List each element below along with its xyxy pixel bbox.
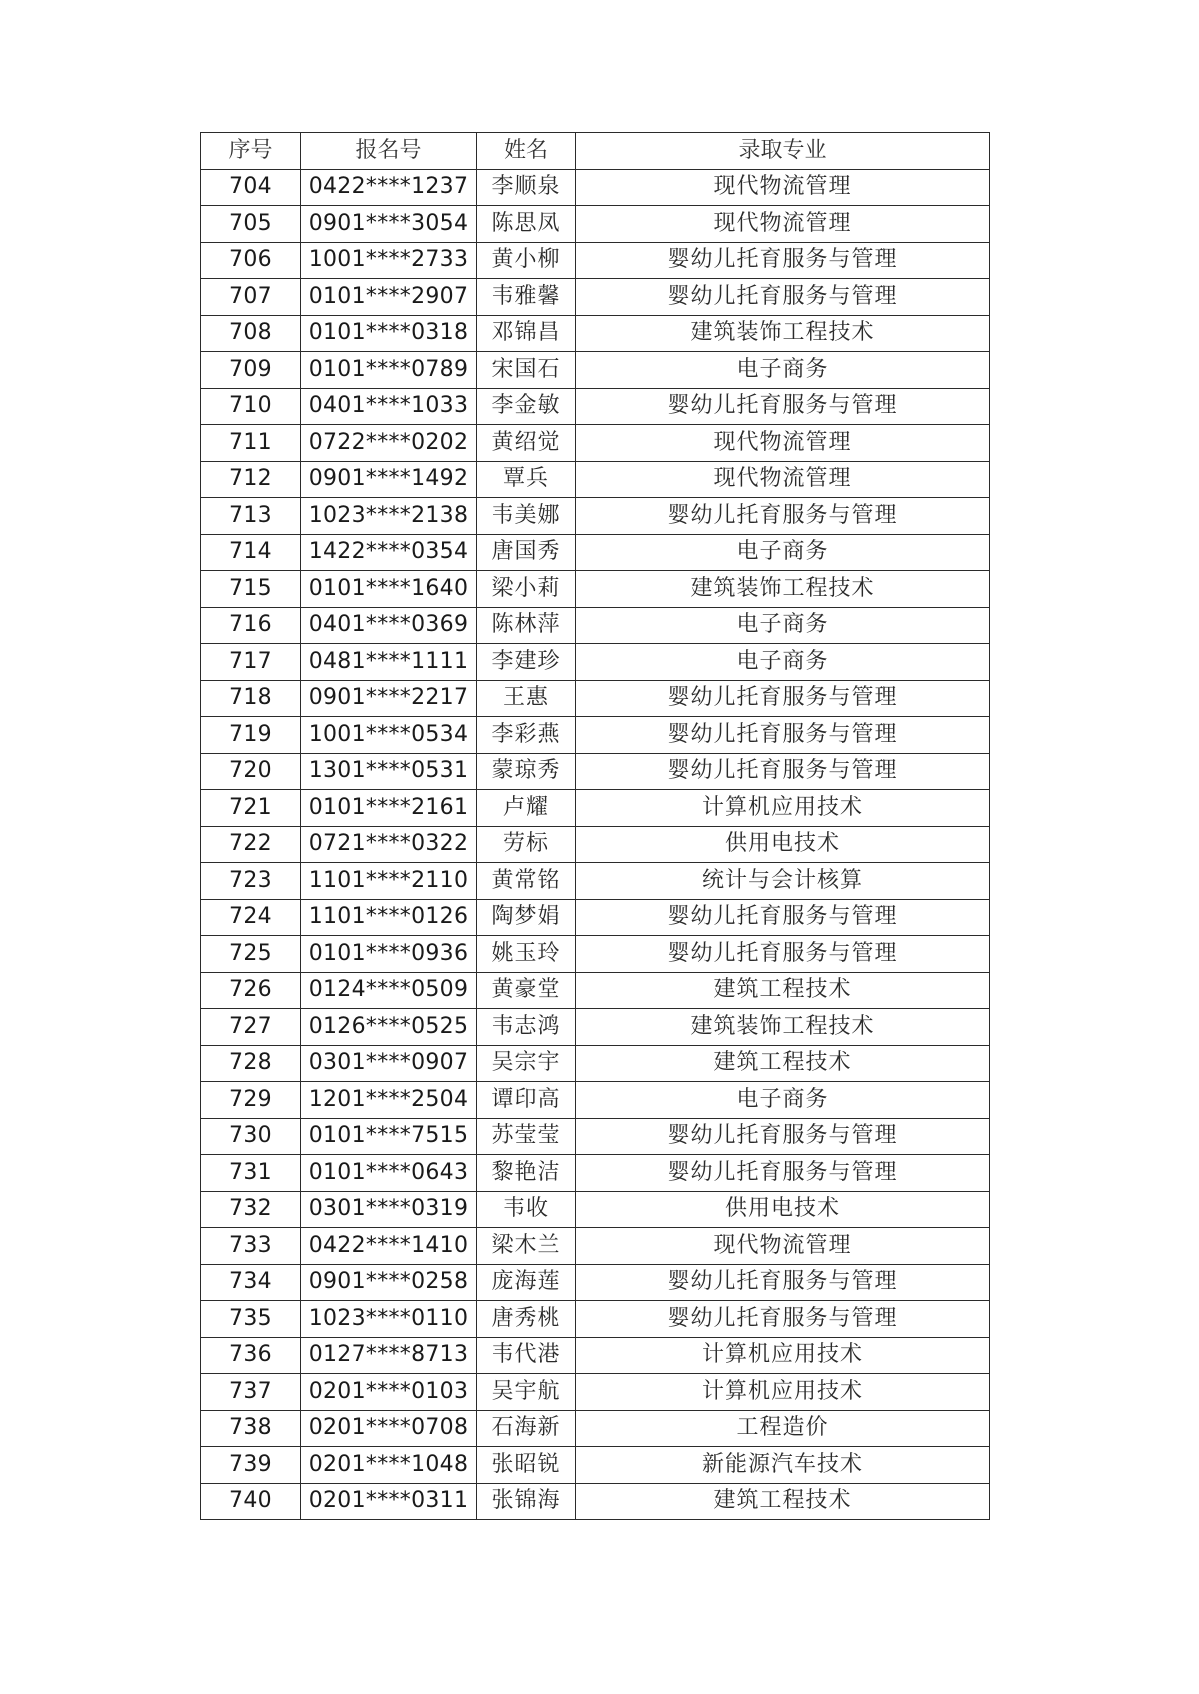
- cell-registration-number: 0721****0322: [301, 826, 477, 863]
- cell-index: 734: [201, 1264, 301, 1301]
- cell-registration-number: 1301****0531: [301, 753, 477, 790]
- table-row: [201, 206, 990, 243]
- cell-major: 建筑工程技术: [576, 972, 990, 1009]
- cell-major: 现代物流管理: [576, 1228, 990, 1265]
- cell-major: 婴幼儿托育服务与管理: [576, 936, 990, 973]
- cell-index: 717: [201, 644, 301, 681]
- cell-registration-number: 0101****0789: [301, 352, 477, 389]
- cell-index: 731: [201, 1155, 301, 1192]
- cell-name: 韦收: [477, 1191, 576, 1228]
- cell-name: 张昭锐: [477, 1447, 576, 1484]
- cell-registration-number: 0481****1111: [301, 644, 477, 681]
- cell-major: 供用电技术: [576, 826, 990, 863]
- cell-registration-number: 0401****0369: [301, 607, 477, 644]
- table-row: [201, 790, 990, 827]
- cell-major: 电子商务: [576, 1082, 990, 1119]
- table-row: [201, 717, 990, 754]
- table-row: [201, 1009, 990, 1046]
- cell-registration-number: 1101****2110: [301, 863, 477, 900]
- cell-name: 唐国秀: [477, 534, 576, 571]
- cell-registration-number: 0901****2217: [301, 680, 477, 717]
- table-row: [201, 1264, 990, 1301]
- table-body: [201, 169, 990, 1520]
- cell-registration-number: 0127****8713: [301, 1337, 477, 1374]
- cell-index: 738: [201, 1410, 301, 1447]
- table-row: [201, 753, 990, 790]
- table-row: [201, 1483, 990, 1520]
- cell-name: 李彩燕: [477, 717, 576, 754]
- cell-index: 722: [201, 826, 301, 863]
- cell-index: 727: [201, 1009, 301, 1046]
- table-row: [201, 461, 990, 498]
- cell-index: 706: [201, 242, 301, 279]
- cell-index: 736: [201, 1337, 301, 1374]
- cell-major: 建筑装饰工程技术: [576, 315, 990, 352]
- cell-registration-number: 0101****2907: [301, 279, 477, 316]
- cell-major: 婴幼儿托育服务与管理: [576, 1301, 990, 1338]
- cell-registration-number: 0101****0936: [301, 936, 477, 973]
- cell-name: 谭印高: [477, 1082, 576, 1119]
- cell-registration-number: 0301****0907: [301, 1045, 477, 1082]
- cell-index: 715: [201, 571, 301, 608]
- cell-registration-number: 0201****0708: [301, 1410, 477, 1447]
- cell-name: 韦代港: [477, 1337, 576, 1374]
- cell-index: 718: [201, 680, 301, 717]
- cell-index: 708: [201, 315, 301, 352]
- cell-major: 统计与会计核算: [576, 863, 990, 900]
- cell-registration-number: 0101****0318: [301, 315, 477, 352]
- table-row: [201, 1082, 990, 1119]
- table-row: [201, 1410, 990, 1447]
- cell-name: 唐秀桃: [477, 1301, 576, 1338]
- cell-major: 供用电技术: [576, 1191, 990, 1228]
- cell-major: 电子商务: [576, 352, 990, 389]
- cell-name: 劳标: [477, 826, 576, 863]
- cell-name: 覃兵: [477, 461, 576, 498]
- cell-major: 计算机应用技术: [576, 1374, 990, 1411]
- cell-major: 婴幼儿托育服务与管理: [576, 1264, 990, 1301]
- cell-index: 739: [201, 1447, 301, 1484]
- cell-index: 705: [201, 206, 301, 243]
- cell-index: 729: [201, 1082, 301, 1119]
- cell-name: 韦志鸿: [477, 1009, 576, 1046]
- cell-index: 710: [201, 388, 301, 425]
- cell-name: 韦雅馨: [477, 279, 576, 316]
- cell-index: 712: [201, 461, 301, 498]
- table-row: [201, 352, 990, 389]
- header-name: 姓名: [477, 133, 576, 170]
- cell-name: 陶梦娟: [477, 899, 576, 936]
- cell-major: 婴幼儿托育服务与管理: [576, 680, 990, 717]
- cell-name: 吴宗宇: [477, 1045, 576, 1082]
- cell-name: 黄绍觉: [477, 425, 576, 462]
- cell-major: 婴幼儿托育服务与管理: [576, 388, 990, 425]
- table-row: [201, 534, 990, 571]
- cell-index: 732: [201, 1191, 301, 1228]
- table-row: [201, 1155, 990, 1192]
- cell-name: 张锦海: [477, 1483, 576, 1520]
- cell-registration-number: 1023****2138: [301, 498, 477, 535]
- cell-major: 建筑工程技术: [576, 1483, 990, 1520]
- cell-registration-number: 1422****0354: [301, 534, 477, 571]
- table-row: [201, 1118, 990, 1155]
- cell-registration-number: 0301****0319: [301, 1191, 477, 1228]
- cell-index: 725: [201, 936, 301, 973]
- cell-registration-number: 0901****0258: [301, 1264, 477, 1301]
- cell-registration-number: 0124****0509: [301, 972, 477, 1009]
- cell-registration-number: 0422****1410: [301, 1228, 477, 1265]
- cell-index: 716: [201, 607, 301, 644]
- cell-index: 735: [201, 1301, 301, 1338]
- table-row: [201, 242, 990, 279]
- table-row: [201, 1228, 990, 1265]
- cell-registration-number: 0201****0103: [301, 1374, 477, 1411]
- cell-name: 梁小莉: [477, 571, 576, 608]
- cell-name: 宋国石: [477, 352, 576, 389]
- cell-major: 婴幼儿托育服务与管理: [576, 717, 990, 754]
- cell-registration-number: 1001****2733: [301, 242, 477, 279]
- table-row: [201, 1374, 990, 1411]
- cell-major: 建筑工程技术: [576, 1045, 990, 1082]
- cell-name: 陈林萍: [477, 607, 576, 644]
- cell-name: 王惠: [477, 680, 576, 717]
- table-row: [201, 644, 990, 681]
- cell-name: 苏莹莹: [477, 1118, 576, 1155]
- table-row: [201, 388, 990, 425]
- cell-name: 黎艳洁: [477, 1155, 576, 1192]
- cell-name: 蒙琼秀: [477, 753, 576, 790]
- cell-index: 728: [201, 1045, 301, 1082]
- cell-major: 建筑装饰工程技术: [576, 1009, 990, 1046]
- cell-index: 723: [201, 863, 301, 900]
- cell-registration-number: 0401****1033: [301, 388, 477, 425]
- cell-major: 婴幼儿托育服务与管理: [576, 899, 990, 936]
- header-index: 序号: [201, 133, 301, 170]
- table-row: [201, 315, 990, 352]
- admission-table: [200, 132, 990, 1520]
- cell-name: 梁木兰: [477, 1228, 576, 1265]
- cell-index: 740: [201, 1483, 301, 1520]
- cell-major: 现代物流管理: [576, 425, 990, 462]
- table-row: [201, 863, 990, 900]
- cell-major: 现代物流管理: [576, 461, 990, 498]
- cell-major: 工程造价: [576, 1410, 990, 1447]
- cell-major: 建筑装饰工程技术: [576, 571, 990, 608]
- table-row: [201, 1337, 990, 1374]
- table-row: [201, 425, 990, 462]
- cell-major: 计算机应用技术: [576, 790, 990, 827]
- cell-registration-number: 0901****3054: [301, 206, 477, 243]
- table-row: [201, 1301, 990, 1338]
- cell-registration-number: 1023****0110: [301, 1301, 477, 1338]
- cell-registration-number: 0101****7515: [301, 1118, 477, 1155]
- cell-registration-number: 0201****0311: [301, 1483, 477, 1520]
- cell-major: 计算机应用技术: [576, 1337, 990, 1374]
- cell-major: 现代物流管理: [576, 169, 990, 206]
- cell-registration-number: 1201****2504: [301, 1082, 477, 1119]
- header-registration-number: 报名号: [301, 133, 477, 170]
- cell-index: 711: [201, 425, 301, 462]
- cell-major: 婴幼儿托育服务与管理: [576, 1118, 990, 1155]
- cell-index: 713: [201, 498, 301, 535]
- cell-registration-number: 0901****1492: [301, 461, 477, 498]
- cell-name: 黄常铭: [477, 863, 576, 900]
- table-row: [201, 279, 990, 316]
- cell-name: 庞海莲: [477, 1264, 576, 1301]
- cell-major: 现代物流管理: [576, 206, 990, 243]
- table-row: [201, 1447, 990, 1484]
- table-row: [201, 571, 990, 608]
- cell-name: 黄小柳: [477, 242, 576, 279]
- cell-name: 卢耀: [477, 790, 576, 827]
- cell-name: 陈思凤: [477, 206, 576, 243]
- table-row: [201, 169, 990, 206]
- cell-name: 黄豪堂: [477, 972, 576, 1009]
- cell-major: 婴幼儿托育服务与管理: [576, 1155, 990, 1192]
- table-row: [201, 899, 990, 936]
- cell-major: 婴幼儿托育服务与管理: [576, 279, 990, 316]
- cell-major: 新能源汽车技术: [576, 1447, 990, 1484]
- cell-registration-number: 0101****1640: [301, 571, 477, 608]
- cell-index: 724: [201, 899, 301, 936]
- cell-registration-number: 0101****0643: [301, 1155, 477, 1192]
- table-row: [201, 1191, 990, 1228]
- cell-registration-number: 0101****2161: [301, 790, 477, 827]
- cell-index: 714: [201, 534, 301, 571]
- cell-registration-number: 0722****0202: [301, 425, 477, 462]
- table-row: [201, 972, 990, 1009]
- table-row: [201, 680, 990, 717]
- cell-major: 婴幼儿托育服务与管理: [576, 242, 990, 279]
- cell-registration-number: 0422****1237: [301, 169, 477, 206]
- cell-index: 704: [201, 169, 301, 206]
- cell-name: 邓锦昌: [477, 315, 576, 352]
- cell-index: 730: [201, 1118, 301, 1155]
- table-row: [201, 1045, 990, 1082]
- cell-registration-number: 1101****0126: [301, 899, 477, 936]
- cell-major: 电子商务: [576, 607, 990, 644]
- table-row: [201, 498, 990, 535]
- table-header-row: [201, 133, 990, 170]
- cell-name: 吴宇航: [477, 1374, 576, 1411]
- table-row: [201, 936, 990, 973]
- cell-index: 737: [201, 1374, 301, 1411]
- cell-name: 韦美娜: [477, 498, 576, 535]
- cell-name: 石海新: [477, 1410, 576, 1447]
- cell-index: 726: [201, 972, 301, 1009]
- cell-major: 婴幼儿托育服务与管理: [576, 753, 990, 790]
- cell-name: 李顺泉: [477, 169, 576, 206]
- cell-registration-number: 0201****1048: [301, 1447, 477, 1484]
- cell-major: 电子商务: [576, 534, 990, 571]
- cell-name: 李金敏: [477, 388, 576, 425]
- table-row: [201, 826, 990, 863]
- cell-name: 李建珍: [477, 644, 576, 681]
- cell-name: 姚玉玲: [477, 936, 576, 973]
- cell-index: 719: [201, 717, 301, 754]
- cell-major: 婴幼儿托育服务与管理: [576, 498, 990, 535]
- cell-index: 733: [201, 1228, 301, 1265]
- header-major: 录取专业: [576, 133, 990, 170]
- cell-registration-number: 0126****0525: [301, 1009, 477, 1046]
- cell-major: 电子商务: [576, 644, 990, 681]
- cell-index: 720: [201, 753, 301, 790]
- cell-index: 721: [201, 790, 301, 827]
- table-row: [201, 607, 990, 644]
- cell-index: 707: [201, 279, 301, 316]
- cell-registration-number: 1001****0534: [301, 717, 477, 754]
- cell-index: 709: [201, 352, 301, 389]
